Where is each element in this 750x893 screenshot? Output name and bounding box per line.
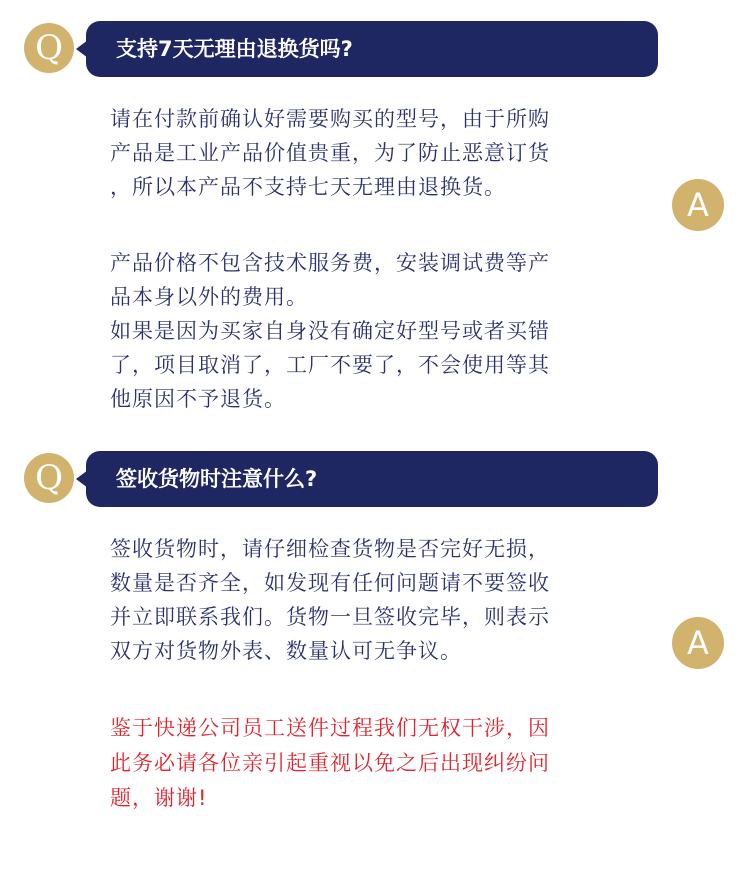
question-text: 支持7天无理由退换货吗? [116, 37, 353, 61]
answer-paragraph: 产品价格不包含技术服务费，安装调试费等产 品本身以外的费用。 如果是因为买家自身没有确定好型号或者买错 了，项目取消了，工厂不要了，不会使用等其 他原因不予退货。 [110, 251, 550, 411]
question-bar-pointer [76, 470, 88, 488]
warning-note: 鉴于快递公司员工送件过程我们无权干涉，因 此务必请各位亲引起重视以免之后出现纠纷问 题，谢谢! [110, 716, 550, 810]
question-text: 签收货物时注意什么? [116, 467, 318, 491]
answer-badge-icon: A [672, 179, 724, 231]
question-bar-pointer [76, 40, 88, 58]
answer-paragraph: 请在付款前确认好需要购买的型号，由于所购 产品是工业产品价值贵重，为了防止恶意订货 ，所以本产品不支持七天无理由退换货。 [110, 107, 550, 199]
question-badge-icon: Q [24, 23, 74, 73]
question-badge-icon: Q [24, 453, 74, 503]
answer-badge-icon: A [672, 617, 724, 669]
answer-paragraph: 签收货物时，请仔细检查货物是否完好无损， 数量是否齐全，如发现有任何问题请不要签收 并立即联系我们。货物一旦签收完毕，则表示 双方对货物外表、数量认可无争议。 [110, 537, 550, 663]
